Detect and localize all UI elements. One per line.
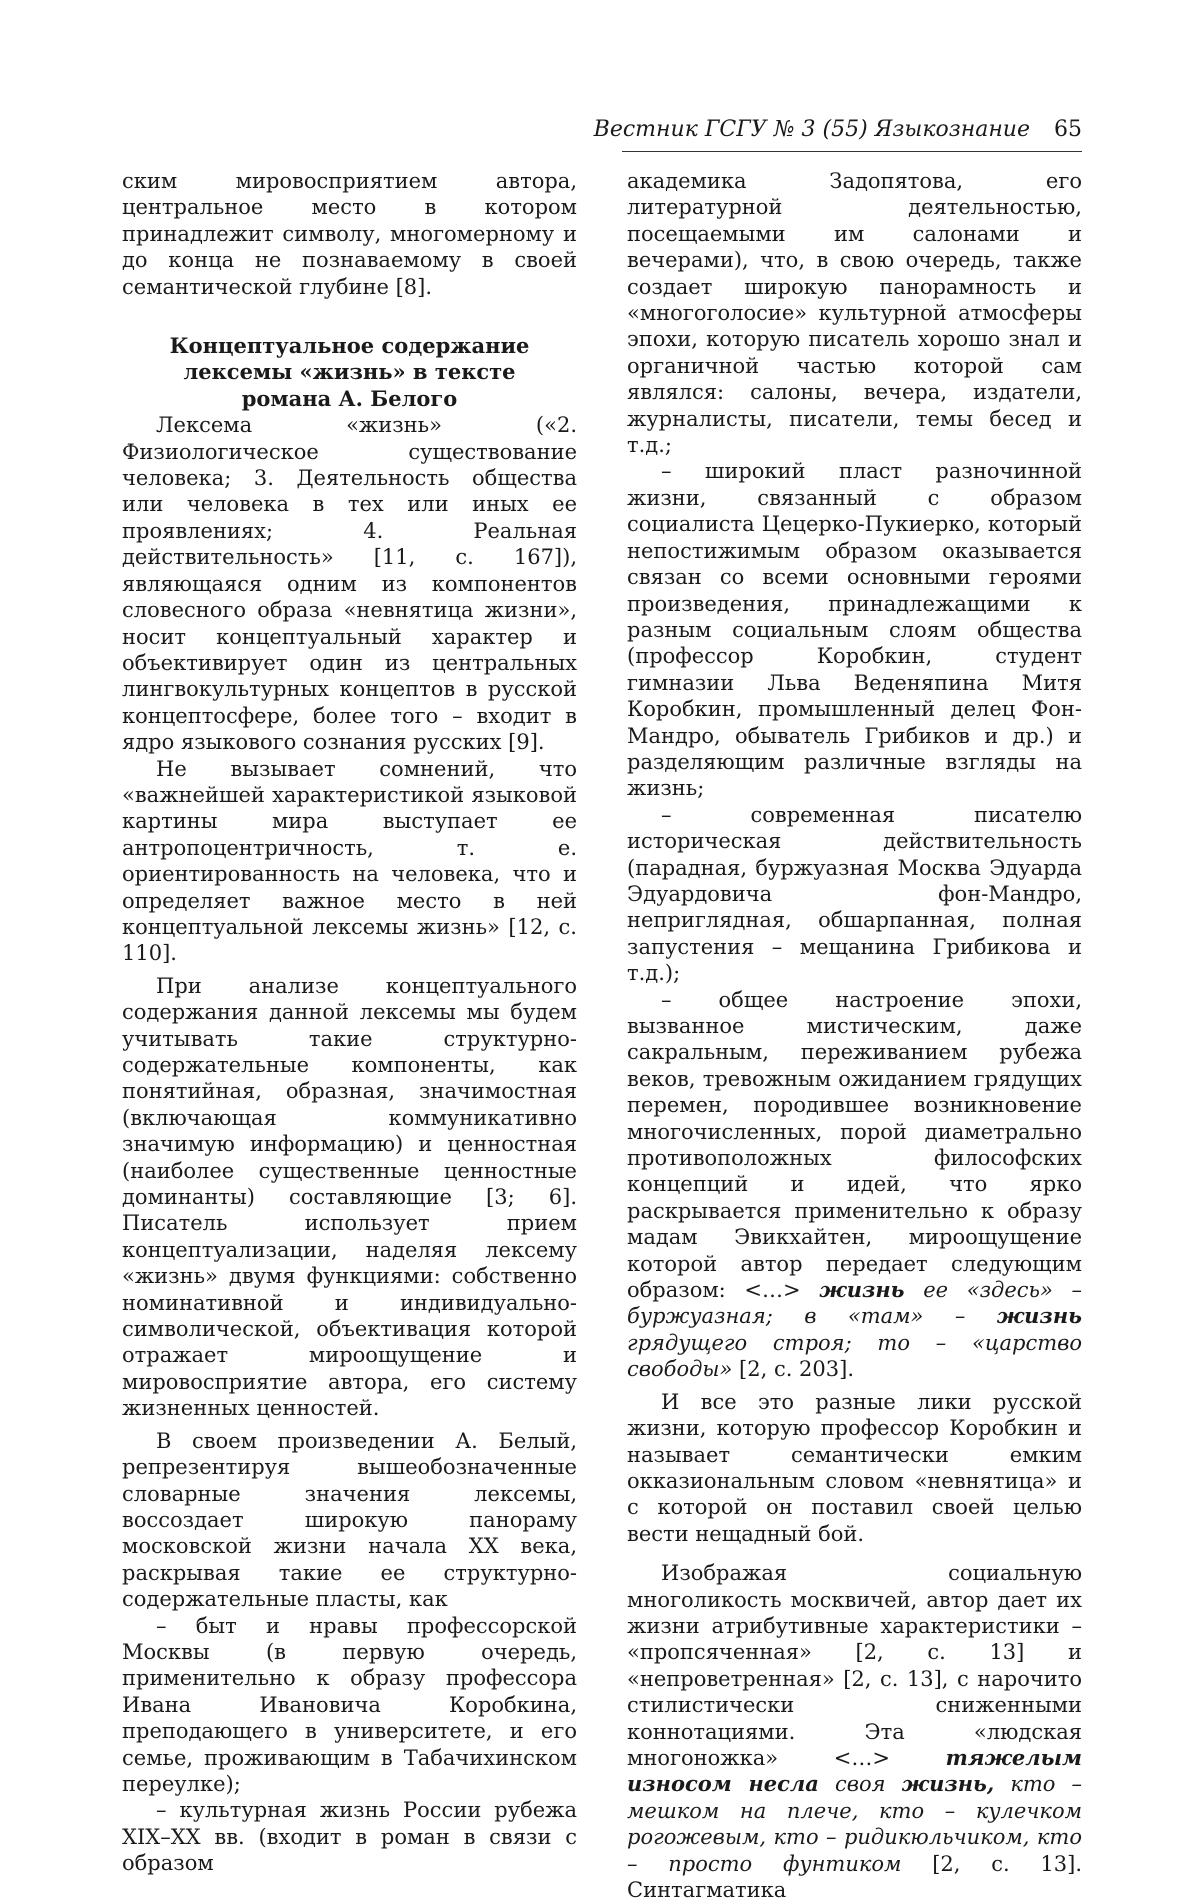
emphasis-bold-italic: жизнь	[996, 1303, 1082, 1329]
emphasis-bold-italic: тяжелым износом несла	[627, 1744, 1082, 1797]
citation: [2, с. 203].	[732, 1357, 855, 1382]
paragraph	[627, 1560, 1082, 1903]
header-rule	[622, 151, 1082, 152]
running-header	[593, 112, 1082, 152]
list-item: – культурная жизнь России рубежа XIX–XX вв. (входит в роман в связи с образом	[122, 1798, 577, 1876]
journal-title: Вестник ГСГУ № 3 (55) Языкознание	[593, 117, 1030, 142]
emphasis-italic: ее «здесь» – буржуазная; в «там» –	[627, 1278, 1082, 1329]
text-run: – общее настроение эпохи, вызванное мистическим, даже сакральным, переживанием рубежа веков, тревожным ожиданием грядущих перемен, породившее возникновение многочисленных, порой диаметрально противоположных философских концепций и идей, что ярко раскрывается применительно к образу мадам Эвикхайтен, мироощущение которой автор передает следующим образом: <…>	[627, 987, 1082, 1303]
emphasis-italic: кто – мешком на плече, кто – кулечком рогожевым, кто – ридикюльчиком, кто – просто фунтиком	[627, 1772, 1083, 1876]
left-column	[122, 168, 577, 1877]
emphasis-bold-italic: жизнь,	[901, 1771, 995, 1797]
paragraph: академика Задопятова, его литературной деятельностью, посещаемыми им салонами и вечерами), что, в свою очередь, также создает широкую панорамность и «многоголосие» культурной атмосферы эпохи, которую писатель хорошо знал и органичной частью которой сам являлся: салоны, вечера, издатели, журналисты, писатели, темы бесед и т.д.;	[627, 169, 1082, 458]
paragraph: Не вызывает сомнений, что «важнейшей характеристикой языковой картины мира выступает ее антропоцентричность, т. е. ориентированность на человека, что и определяет важное место в ней концептуальной лексемы жизнь» [12, с. 110].	[122, 756, 577, 966]
page-number: 65	[1054, 117, 1082, 142]
heading-line-3: романа А. Белого	[241, 385, 458, 411]
section-heading	[122, 333, 577, 412]
list-item: – современная писателю историческая действительность (парадная, буржуазная Москва Эдуарда Эдуардовича фон-Мандро, неприглядная, обшарпанная, полная запустения – мещанина Грибикова и т.д.);	[627, 802, 1082, 986]
list-item	[627, 987, 1082, 1383]
text-run: Изображая социальную многоликость москвичей, автор дает их жизни атрибутивные характеристики – «пропсяченная» [2, с. 13] и «непроветренная» [2, с. 13], с нарочито стилистически сниженными коннотациями. Эта «людская многоножка» <…>	[627, 1561, 1082, 1770]
paragraph: Лексема «жизнь» («2. Физиологическое существование человека; 3. Деятельность общества или человека в тех или иных ее проявлениях; 4. Реальная действительность» [11, с. 167]), являющаяся одним из компонентов словесного образа «невнятица жизни», носит концептуальный характер и объективирует один из центральных лингвокультурных концептов в русской концептосфере, более того – входит в ядро языкового сознания русских [9].	[122, 413, 577, 755]
citation: [2, с. 13]. Синтагматика	[627, 1851, 1083, 1902]
paragraph: При анализе концептуального содержания данной лексемы мы будем учитывать такие структурно-содержательные компоненты, как понятийная, образная, значимостная (включающая коммуникативно значимую информацию) и ценностная (наиболее существенные ценностные доминанты) составляющие [3; 6]. Писатель использует прием концептуализации, наделяя лексему «жизнь» двумя функциями: собственно номинативной и индивидуально-символической, объективация которой отражает мироощущение и мировосприятие автора, его систему жизненных ценностей.	[122, 973, 577, 1421]
paragraph-intro: ским мировосприятием автора, центральное место в котором принадлежит символу, многомерному и до конца не познаваемому в своей семантической глубине [8].	[122, 169, 577, 299]
paragraph: В своем произведении А. Белый, репрезентируя вышеобозначенные словарные значения лексемы, воссоздает широкую панораму московской жизни начала XX века, раскрывая такие ее структурно-содержательные пласты, как	[122, 1428, 577, 1612]
paragraph: И все это разные лики русской жизни, которую профессор Коробкин и называет семантически емким окказиональным словом «невнятица» и с которой он поставил своей целью вести нещадный бой.	[627, 1389, 1082, 1546]
emphasis-italic: своя	[818, 1772, 902, 1797]
emphasis-bold-italic: жизнь	[819, 1277, 905, 1303]
heading-line-1: Концептуальное содержание	[169, 333, 530, 359]
heading-line-2: лексемы «жизнь» в тексте	[183, 359, 516, 385]
list-item: – быт и нравы профессорской Москвы (в первую очередь, применительно к образу профессора Ивана Ивановича Коробкина, преподающего в университете, и его семье, проживающим в Табачихинском переулке);	[122, 1613, 577, 1796]
emphasis-italic: грядущего строя; то – «царство свободы»	[627, 1330, 1082, 1382]
right-column	[627, 168, 1082, 1903]
list-item: – широкий пласт разночинной жизни, связанный с образом социалиста Цецерко-Пукиерко, который непостижимым образом оказывается связан со всеми основными героями произведения, принадлежащими к разным социальным слоям общества (профессор Коробкин, студент гимназии Льва Веденяпина Митя Коробкин, промышленный делец Фон-Мандро, обыватель Грибиков и др.) и разделяющим различные взгляды на жизнь;	[627, 459, 1082, 801]
